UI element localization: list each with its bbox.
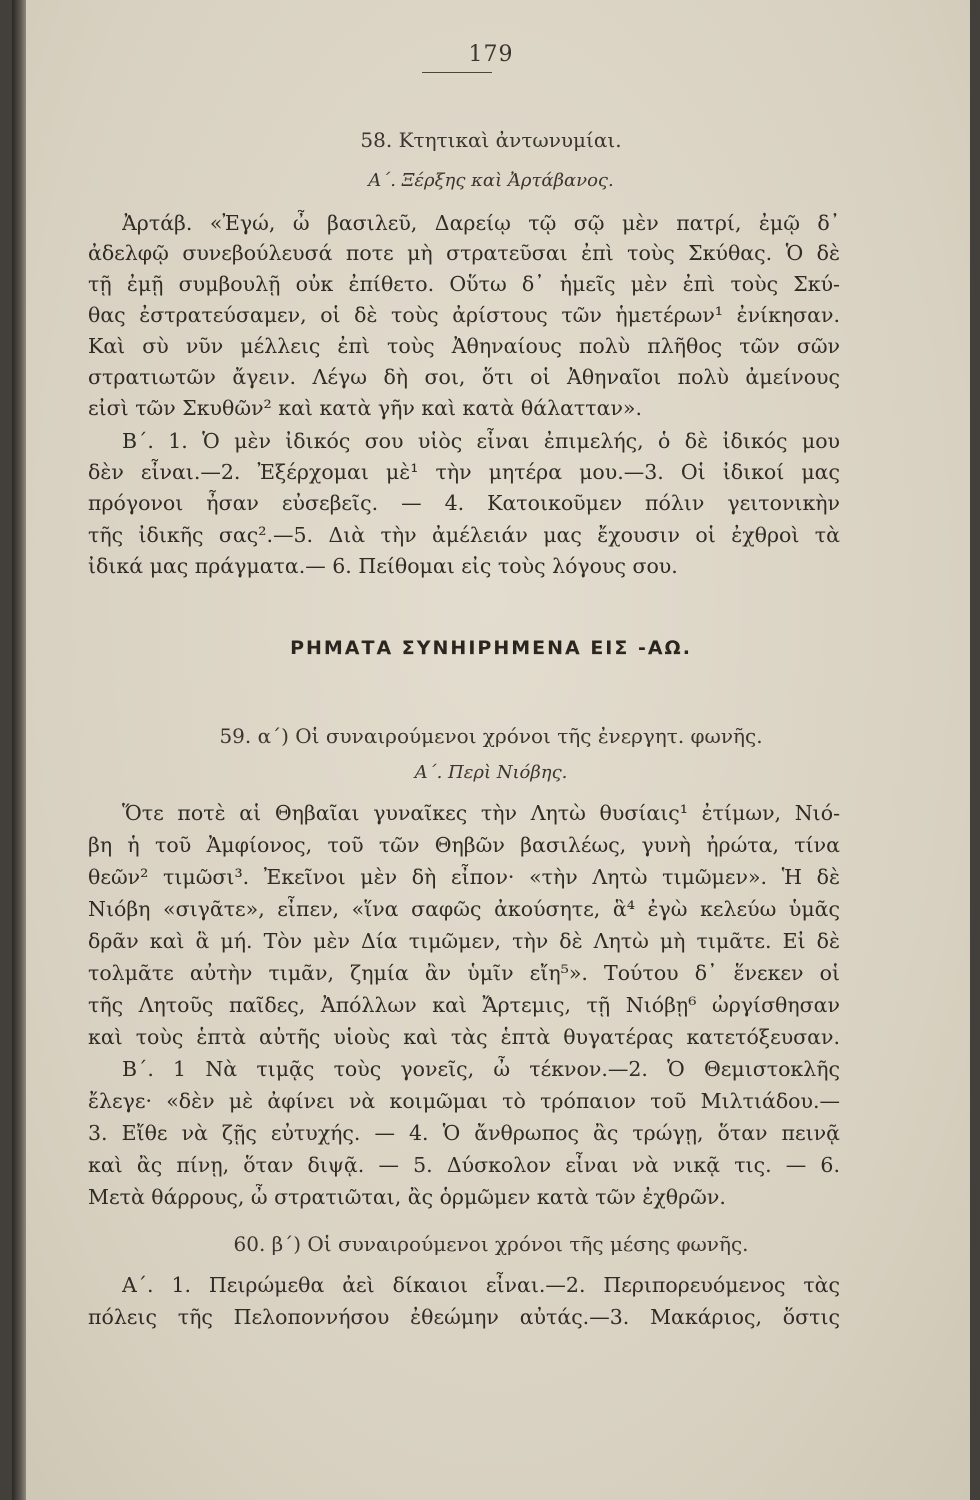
text-line: ἔλεγε· «δὲν μὲ ἀφίνει νὰ κοιμῶμαι τὸ τρόπαιον τοῦ Μιλτιάδου.— — [88, 1089, 840, 1113]
text-line: Μετὰ θάρρους, ὦ στρατιῶται, ἂς ὁρμῶμεν κατὰ τῶν ἐχθρῶν. — [88, 1185, 726, 1209]
text-line: δὲν εἶναι.—2. Ἐξέρχομαι μὲ¹ τὴν μητέρα μου.—3. Οἱ ἰδικοί μας — [88, 460, 840, 484]
text-line: Καὶ σὺ νῦν μέλλεις ἐπὶ τοὺς Ἀθηναίους πολὺ πλῆθος τῶν σῶν — [88, 334, 840, 358]
text-line: τῆς ἰδικῆς σας².—5. Διὰ τὴν ἀμέλειάν μας ἔχουσιν οἱ ἐχθροὶ τὰ — [88, 523, 840, 547]
text-line: Α΄. 1. Πειρώμεθα ἀεὶ δίκαιοι εἶναι.—2. Περιπορευόμενος τὰς — [122, 1273, 840, 1297]
section-heading: ΡΗΜΑΤΑ ΣΥΝΗΙΡΗΜΕΝΑ ΕΙΣ -ΑΩ. — [290, 637, 692, 659]
section-58-title: 58. Κτητικαὶ ἀντωνυμίαι. — [360, 128, 622, 152]
text-line: καὶ ἂς πίνῃ, ὅταν διψᾷ. — 5. Δύσκολον εἶναι νὰ νικᾷ τις. — 6. — [88, 1153, 840, 1177]
section-60-title: 60. β΄) Οἱ συναιρούμενοι χρόνοι τῆς μέσης φωνῆς. — [233, 1232, 749, 1256]
section-59-title: 59. α΄) Οἱ συναιρούμενοι χρόνοι τῆς ἐνεργητ. φωνῆς. — [219, 724, 763, 748]
text-line: ἀδελφῷ συνεβούλευσά ποτε μὴ στρατεῦσαι ἐπὶ τοὺς Σκύθας. Ὁ δὲ — [88, 241, 840, 265]
book-binding — [12, 0, 26, 1500]
text-line: θεῶν² τιμῶσι³. Ἐκεῖνοι μὲν δὴ εἶπον· «τὴν Λητὼ τιμῶμεν». Ἡ δὲ — [88, 865, 840, 889]
text-line: Ὅτε ποτὲ αἱ Θηβαῖαι γυναῖκες τὴν Λητὼ θυσίαις¹ ἐτίμων, Νιό- — [122, 801, 840, 825]
text-line: τολμᾶτε αὐτὴν τιμᾶν, ζημία ἂν ὑμῖν εἴη⁵». Τούτου δ᾽ ἕνεκεν οἱ — [88, 961, 840, 985]
section-58-subtitle: Α΄. Ξέρξης καὶ Ἀρτάβανος. — [368, 170, 614, 191]
text-line: Ἀρτάβ. «Ἐγώ, ὦ βασιλεῦ, Δαρείῳ τῷ σῷ μὲν πατρί, ἐμῷ δ᾽ — [122, 211, 840, 235]
text-line: στρατιωτῶν ἄγειν. Λέγω δὴ σοι, ὅτι οἱ Ἀθηναῖοι πολὺ ἀμείνους — [88, 365, 840, 389]
text-line: καὶ τοὺς ἑπτὰ αὐτῆς υἱοὺς καὶ τὰς ἑπτὰ θυγατέρας κατετόξευσαν. — [88, 1025, 840, 1049]
text-line: 3. Εἴθε νὰ ζῇς εὐτυχής. — 4. Ὁ ἄνθρωπος ἂς τρώγῃ, ὅταν πεινᾷ — [88, 1121, 840, 1145]
text-line: πόλεις τῆς Πελοποννήσου ἐθεώμην αὐτάς.—3. Μακάριος, ὅστις — [88, 1305, 840, 1329]
text-line: Νιόβη «σιγᾶτε», εἶπεν, «ἵνα σαφῶς ἀκούσητε, ἃ⁴ ἐγὼ κελεύω ὑμᾶς — [88, 897, 840, 921]
text-line: Β΄. 1. Ὁ μὲν ἰδικός σου υἱὸς εἶναι ἐπιμελής, ὁ δὲ ἰδικός μου — [122, 429, 840, 453]
section-59-subtitle: Α΄. Περὶ Νιόβης. — [414, 762, 568, 783]
text-line: τῆς Λητοῦς παῖδες, Ἀπόλλων καὶ Ἄρτεμις, τῇ Νιόβῃ⁶ ὠργίσθησαν — [88, 993, 840, 1017]
page-number: 179 — [468, 42, 514, 67]
book-page — [12, 0, 970, 1500]
text-line: βη ἡ τοῦ Ἀμφίονος, τοῦ τῶν Θηβῶν βασιλέως, γυνὴ ἠρώτα, τίνα — [88, 833, 840, 857]
text-line: εἰσὶ τῶν Σκυθῶν² καὶ κατὰ γῆν καὶ κατὰ θάλατταν». — [88, 396, 642, 420]
text-line: Β΄. 1 Νὰ τιμᾷς τοὺς γονεῖς, ὦ τέκνον.—2. Ὁ Θεμιστοκλῆς — [122, 1057, 840, 1081]
page-number-rule — [422, 72, 492, 73]
text-line: τῇ ἐμῇ συμβουλῇ οὐκ ἐπίθετο. Οὕτω δ᾽ ἡμεῖς μὲν ἐπὶ τοὺς Σκύ- — [88, 272, 840, 296]
text-line: ἰδικά μας πράγματα.— 6. Πείθομαι εἰς τοὺς λόγους σου. — [88, 554, 678, 578]
text-line: πρόγονοι ἦσαν εὐσεβεῖς. — 4. Κατοικοῦμεν πόλιν γειτονικὴν — [88, 491, 840, 515]
text-line: δρᾶν καὶ ἃ μή. Τὸν μὲν Δία τιμῶμεν, τὴν δὲ Λητὼ μὴ τιμᾶτε. Εἰ δὲ — [88, 929, 840, 953]
text-line: θας ἐστρατεύσαμεν, οἱ δὲ τοὺς ἀρίστους τῶν ἡμετέρων¹ ἐνίκησαν. — [88, 303, 840, 327]
